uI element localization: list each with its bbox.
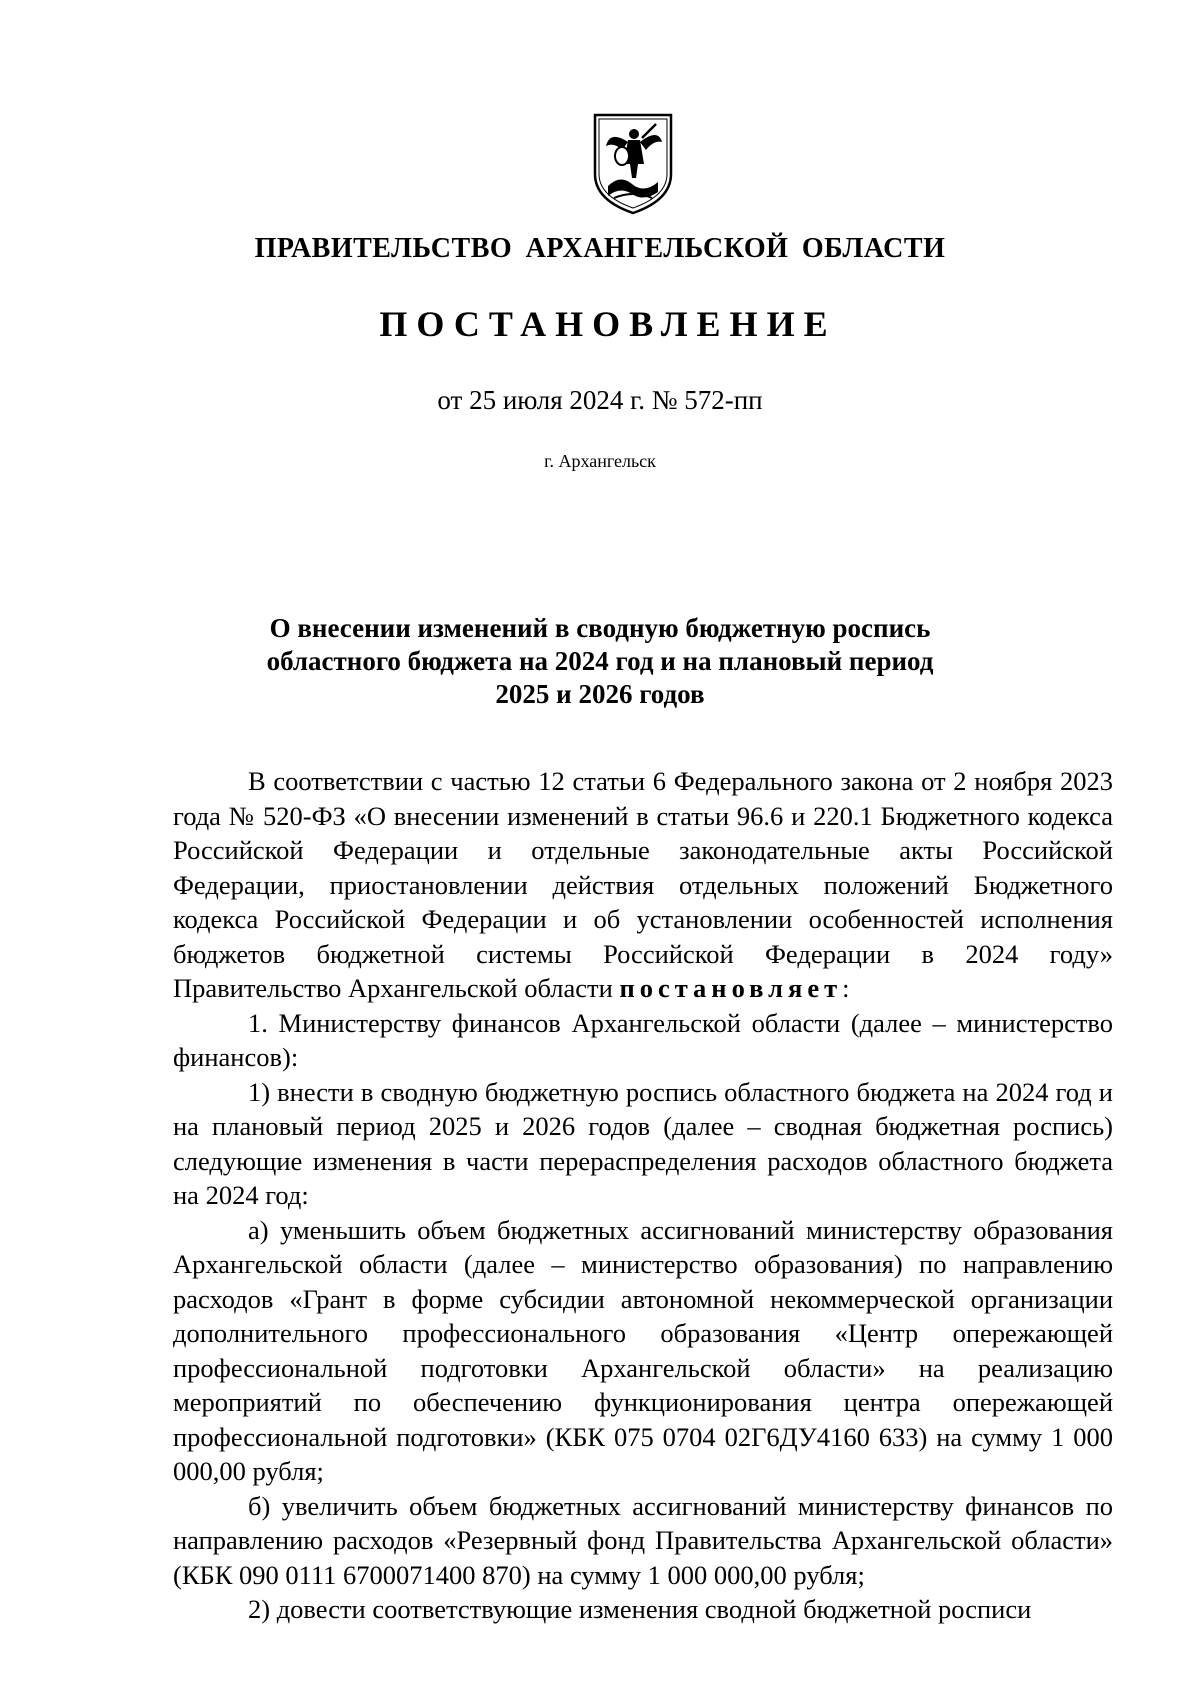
arkhangelsk-coat-of-arms-icon: [592, 112, 674, 216]
item-1-1-paragraph: 1) внести в сводную бюджетную роспись областного бюджета на 2024 год и на плановый период 2025 и 2026 годов (далее – сводная бюджетная роспись) следующие изменения в части перераспределения расходов областного бюджета на 2024 год:: [173, 1076, 1113, 1210]
title-line: 2025 и 2026 годов: [495, 679, 705, 709]
decides-keyword: постановляет: [619, 973, 843, 1003]
document-date-number: от 25 июля 2024 г. № 572-пп: [437, 385, 763, 415]
preamble-paragraph: [173, 764, 1113, 1006]
item-1-paragraph: 1. Министерству финансов Архангельской области (далее – министерство финансов):: [173, 1007, 1113, 1072]
title-line: О внесении изменений в сводную бюджетную роспись: [269, 613, 931, 643]
document-city: г. Архангельск: [544, 451, 656, 471]
decides-colon: :: [842, 973, 850, 1003]
item-1-2-paragraph: 2) довести соответствующие изменения сводной бюджетной росписи: [248, 1594, 1032, 1624]
item-1-1-a-paragraph: а) уменьшить объем бюджетных ассигнований министерству образования Архангельской области (далее – министерство образования) по направлению расходов «Грант в форме субсидии автономной некоммерческой организации дополнительного профессионального образования «Центр опережающей профессиональной подготовки Архангельской области» на реализацию мероприятий по обеспечению функционирования центра опережающей профессиональной подготовки» (КБК 075 0704 02Г6ДУ4160 633) на сумму 1 000 000,00 рубля;: [173, 1214, 1113, 1486]
document-title: [0, 612, 1200, 711]
government-name: ПРАВИТЕЛЬСТВО АРХАНГЕЛЬСКОЙ ОБЛАСТИ: [254, 233, 946, 264]
document-type: ПОСТАНОВЛЕНИЕ: [379, 304, 837, 344]
document-body: [173, 764, 1113, 1627]
title-line: областного бюджета на 2024 год и на плановый период: [266, 646, 934, 676]
item-1-1-b-paragraph: б) увеличить объем бюджетных ассигнований министерству финансов по направлению расходов «Резервный фонд Правительства Архангельской области» (КБК 090 0111 6700071400 870) на сумму 1 000 000,00 рубля;: [173, 1490, 1113, 1590]
preamble-text: В соответствии с частью 12 статьи 6 Федерального закона от 2 ноября 2023 года № 520-ФЗ «О внесении изменений в статьи 96.6 и 220.1 Бюджетного кодекса Российской Федерации и отдельные законодательные акты Российской Федерации, приостановлении действия отдельных положений Бюджетного кодекса Российской Федерации и об установлении особенностей исполнения бюджетов бюджетной системы Российской Федерации в 2024 году» Правительство Архангельской области: [173, 766, 1113, 1003]
